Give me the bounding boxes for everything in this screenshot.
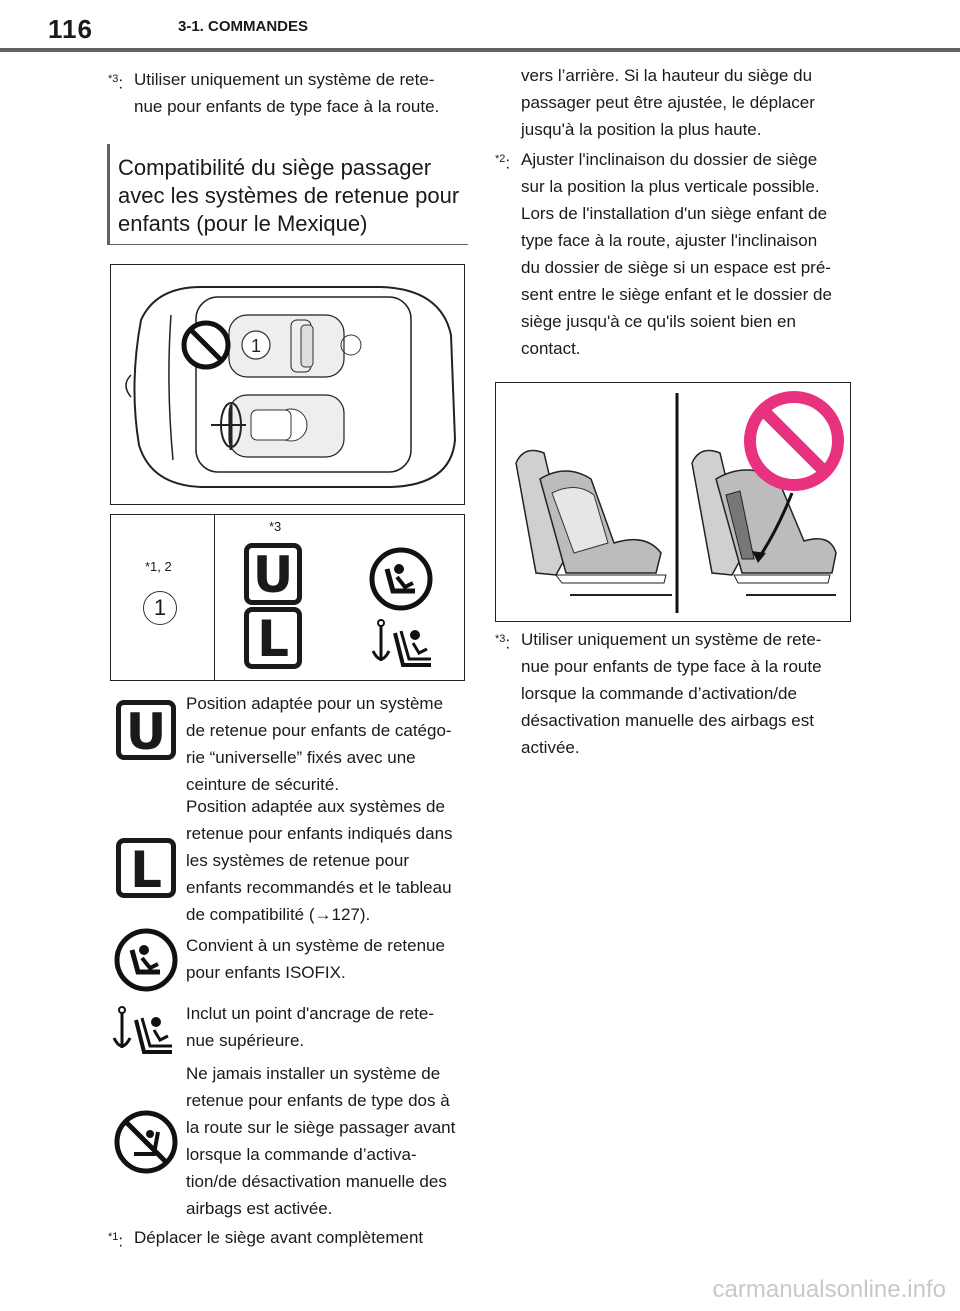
legend-no-rear-text: Ne jamais installer un système de retenue pour enfants de type dos à la route sur le siège passager avant lorsque la commande d’activa- tion/de désactivation manuelle des airbags est activée. bbox=[186, 1064, 456, 1218]
child-seat-illustration bbox=[496, 383, 850, 621]
seat-number-label: 1 bbox=[250, 336, 262, 356]
note-text-1: Utiliser uniquement un système de rete- bbox=[134, 70, 435, 89]
universal-badge: U bbox=[244, 543, 302, 605]
note-text-2: nue pour enfants de type face à la route. bbox=[134, 97, 440, 116]
car-top-view-illustration bbox=[111, 265, 464, 504]
note-3: $^{*3}$: Utiliser uniquement un système de rete- nue pour enfants de type face à la route lorsque la commande d’activation/de désactivation manuelle des airbags est activée. bbox=[495, 630, 822, 757]
legend-no-rear-facing-icon bbox=[114, 1110, 178, 1174]
note-2: $^{*2}$: Ajuster l'inclinaison du dossier de siège sur la position la plus verticale possible. Lors de l'installation d'un siège enfant de type face à la route, ajuster l'inclinaison du dossier de siège si un espace est pré- sent entre le siège enfant et le dossier de siège jusqu'à ce qu'ils soient bien en contact. bbox=[495, 150, 832, 358]
note-marker: *3 bbox=[495, 633, 506, 645]
continuation-text: vers l’arrière. Si la hauteur du siège du passager peut être ajustée, le déplacer jusqu'à la position la plus haute. bbox=[521, 66, 815, 139]
legend-u-text: Position adaptée pour un système de retenue pour enfants de catégo- rie “universelle” fixés avec une ceinture de sécurité. bbox=[186, 694, 452, 794]
legend-u-icon: U bbox=[116, 700, 176, 760]
legend-isofix-text: Convient à un système de retenue pour enfants ISOFIX. bbox=[186, 936, 445, 982]
compatibility-table bbox=[110, 514, 465, 681]
isofix-seat-icon bbox=[369, 547, 433, 611]
seat-recline-illustration bbox=[495, 382, 851, 622]
car-seat-diagram bbox=[110, 264, 465, 505]
col1-header: *1, 2 bbox=[145, 559, 172, 574]
section-title: Compatibilité du siège passager avec les systèmes de retenue pour enfants (pour le Mexique) bbox=[118, 155, 460, 236]
legend-isofix-icon bbox=[114, 928, 178, 992]
legend-anchor-text: Inclut un point d'ancrage de rete- nue supérieure. bbox=[186, 1004, 435, 1050]
note-marker: *3 bbox=[108, 73, 119, 85]
col2-header: *3 bbox=[269, 519, 282, 534]
note-top: $^{*3}$: Utiliser uniquement un système de rete- nue pour enfants de type face à la route. bbox=[108, 66, 468, 122]
legend-l-text: Position adaptée aux systèmes de retenue pour enfants indiqués dans les systèmes de retenue pour enfants recommandés et le tableau de compatibilité (→127). bbox=[186, 797, 453, 924]
l-badge: L bbox=[244, 607, 302, 669]
section-heading: 3-1. COMMANDES bbox=[178, 18, 309, 35]
note-marker: *2 bbox=[495, 153, 506, 165]
page-number: 116 bbox=[48, 14, 93, 44]
note-bottom: $^{*1}$: Déplacer le siège avant complètement bbox=[108, 1224, 468, 1252]
seat-position-number: 1 bbox=[143, 591, 177, 625]
note-marker: *1 bbox=[108, 1231, 119, 1243]
anchor-seat-icon bbox=[369, 613, 439, 673]
legend-anchor-icon bbox=[110, 1000, 180, 1060]
table-divider bbox=[214, 515, 215, 680]
note-bottom-text: Déplacer le siège avant complètement bbox=[134, 1228, 424, 1247]
legend-l-icon: L bbox=[116, 838, 176, 898]
watermark: carmanualsonline.info bbox=[712, 1276, 946, 1303]
header-rule bbox=[0, 48, 960, 52]
